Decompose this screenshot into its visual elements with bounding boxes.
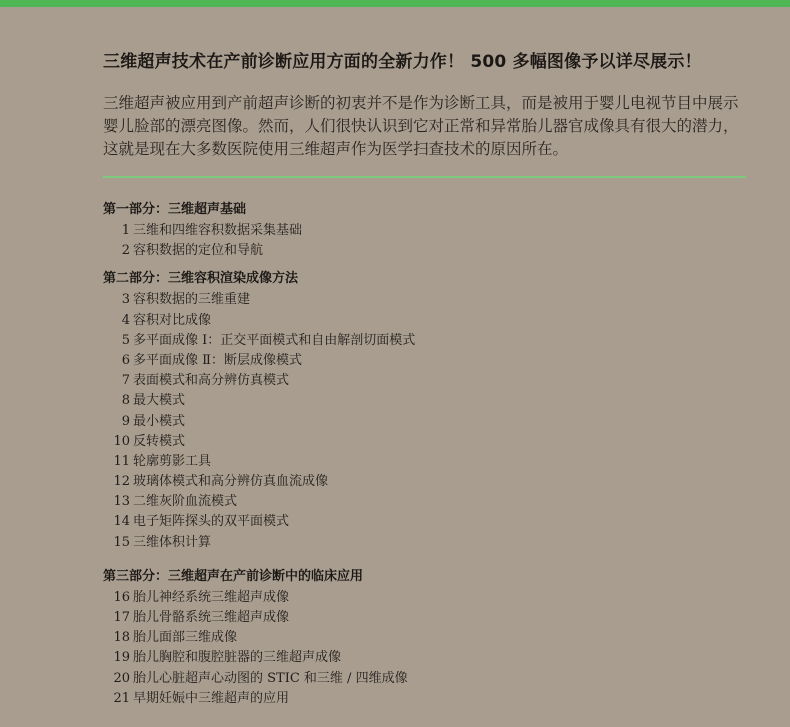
chapter-item <box>103 512 743 532</box>
chapter-number: 10 <box>113 433 130 449</box>
divider-line <box>103 176 746 178</box>
chapter-number: 6 <box>121 352 130 368</box>
chapter-item <box>103 432 743 452</box>
intro-paragraph: 三维超声被应用到产前超声诊断的初衷并不是作为诊断工具，而是被用于婴儿电视节目中展示婴儿脸部的漂亮图像。然而，人们很快认识到它对正常和异常胎儿器官成像具有很大的潜力，这就是现在大多数医院使用三维超声作为医学扫查技术的原因所在。 <box>103 94 739 158</box>
chapter-item <box>103 689 743 709</box>
chapter-item <box>103 452 743 472</box>
chapter-number: 19 <box>113 650 130 666</box>
chapter-title: 表面模式和高分辨仿真模式 <box>133 373 290 389</box>
chapter-item <box>103 391 743 411</box>
chapter-title: 胎儿胸腔和腹腔脏器的三维超声成像 <box>133 650 342 666</box>
chapter-title: 胎儿骨骼系统三维超声成像 <box>133 610 290 625</box>
toc-part <box>103 566 743 709</box>
chapter-number: 2 <box>121 243 130 259</box>
chapter-item <box>103 588 743 608</box>
chapter-title: 轮廓剪影工具 <box>133 453 212 469</box>
chapter-title: 最大模式 <box>133 393 186 409</box>
chapter-item <box>103 669 743 689</box>
chapter-number: 12 <box>113 474 130 490</box>
headline: 三维超声技术在产前诊断应用方面的全新力作！ 500 多幅图像予以详尽展示！ <box>103 52 702 72</box>
chapter-title: 胎儿心脏超声心动图的 STIC 和三维 / 四维成像 <box>133 670 408 686</box>
chapter-item <box>103 371 743 391</box>
chapter-number: 9 <box>121 413 130 429</box>
chapter-number: 14 <box>113 514 130 530</box>
chapter-title: 多平面成像 Ⅰ：正交平面模式和自由解剖切面模式 <box>133 332 416 348</box>
chapter-number: 3 <box>121 292 130 308</box>
part-title: 第二部分：三维容积渲染成像方法 <box>103 271 299 287</box>
chapter-title: 胎儿面部三维成像 <box>133 630 238 646</box>
chapter-title: 容积数据的三维重建 <box>133 292 251 308</box>
chapter-title: 玻璃体模式和高分辨仿真血流成像 <box>133 474 329 490</box>
toc-part <box>103 268 743 552</box>
chapter-title: 二维灰阶血流模式 <box>133 494 238 510</box>
chapter-number: 20 <box>113 670 130 686</box>
chapter-number: 13 <box>113 494 130 510</box>
chapter-item <box>103 648 743 668</box>
toc-part <box>103 199 743 261</box>
chapter-title: 反转模式 <box>133 433 186 449</box>
chapter-title: 容积数据的定位和导航 <box>133 243 264 259</box>
chapter-item <box>103 492 743 512</box>
table-of-contents <box>103 199 743 709</box>
chapter-item <box>103 311 743 331</box>
chapter-number: 8 <box>121 393 130 409</box>
chapter-item <box>103 628 743 648</box>
chapter-title: 胎儿神经系统三维超声成像 <box>133 589 290 605</box>
chapter-number: 21 <box>113 690 130 706</box>
chapter-item <box>103 412 743 432</box>
chapter-title: 三维和四维容积数据采集基础 <box>133 223 303 238</box>
chapter-number: 11 <box>113 453 130 469</box>
chapter-title: 电子矩阵探头的双平面模式 <box>133 514 290 530</box>
chapter-number: 1 <box>121 223 130 238</box>
chapter-item <box>103 290 743 310</box>
chapter-number: 5 <box>121 332 130 348</box>
chapter-number: 18 <box>113 630 130 646</box>
chapter-number: 16 <box>113 589 130 605</box>
chapter-number: 7 <box>121 373 130 389</box>
chapter-item <box>103 608 743 628</box>
chapter-number: 17 <box>113 610 130 625</box>
chapter-number: 4 <box>121 312 130 328</box>
chapter-title: 多平面成像 Ⅱ：断层成像模式 <box>133 352 302 368</box>
chapter-item <box>103 331 743 351</box>
chapter-title: 容积对比成像 <box>133 312 212 328</box>
chapter-title: 最小模式 <box>133 413 186 429</box>
part-title: 第三部分：三维超声在产前诊断中的临床应用 <box>103 568 364 584</box>
chapter-title: 三维体积计算 <box>133 534 212 550</box>
chapter-item <box>103 472 743 492</box>
chapter-item <box>103 351 743 371</box>
top-green-bar <box>0 0 790 7</box>
chapter-item <box>103 533 743 553</box>
chapter-number: 15 <box>113 534 130 550</box>
chapter-item <box>103 241 743 261</box>
chapter-item <box>103 221 743 241</box>
part-title: 第一部分：三维超声基础 <box>103 202 247 217</box>
chapter-title: 早期妊娠中三维超声的应用 <box>133 690 290 706</box>
